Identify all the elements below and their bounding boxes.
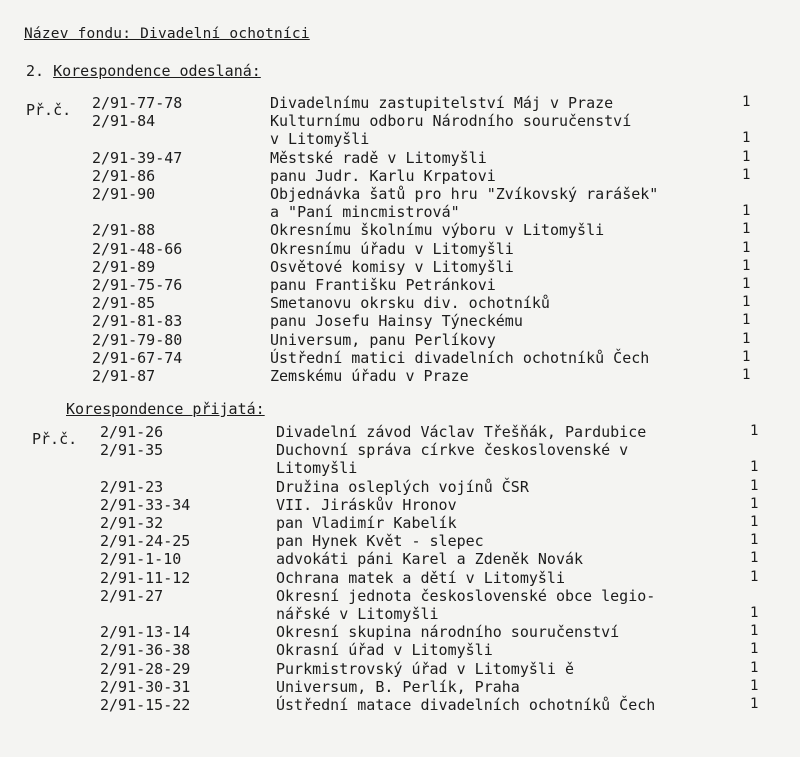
entry-ref: 2/91-87 <box>92 367 156 385</box>
entry-text: Divadelnímu zastupitelství Máj v Praze <box>270 94 614 112</box>
entry-count: 1 <box>750 495 759 512</box>
entry-count: 1 <box>750 477 759 494</box>
entry-ref: 2/91-48-66 <box>92 239 183 258</box>
entry-text: Objednávka šatů pro hru "Zvíkovský rarášek" <box>270 185 659 203</box>
entry-text: Universum, B. Perlík, Praha <box>276 677 520 696</box>
section-number: 2. <box>26 62 45 80</box>
entry-ref: 2/91-85 <box>92 294 156 313</box>
entry-ref: 2/91-33-34 <box>100 495 191 514</box>
entry-text: Universum, panu Perlíkovy <box>270 330 496 349</box>
entry-text: Okresní skupina národního souručenství <box>276 623 620 642</box>
entry-ref: 2/91-30-31 <box>100 677 191 696</box>
entry-text: panu Josefu Hainsy Týneckému <box>270 312 523 331</box>
entry-ref: 2/91-67-74 <box>92 348 183 367</box>
fond-title: Název fondu: Divadelní ochotníci <box>24 26 310 42</box>
entry-ref: 2/91-11-12 <box>100 568 191 587</box>
entry-text: a "Paní mincmistrová" <box>270 203 460 222</box>
entry-ref: 2/91-77-78 <box>92 94 183 112</box>
entry-ref: 2/91-27 <box>100 586 164 605</box>
entry-count: 1 <box>742 348 751 365</box>
entry-count: 1 <box>742 221 751 238</box>
entry-count: 1 <box>742 130 751 147</box>
section-received-title: Korespondence přijatá: <box>66 400 265 418</box>
entry-text: pan Hynek Květ - slepec <box>276 532 484 551</box>
entry-count: 1 <box>742 330 751 347</box>
entry-ref: 2/91-84 <box>92 112 156 131</box>
entry-text: Duchovní správa církve československé v <box>276 441 629 460</box>
entry-ref: 2/91-88 <box>92 221 156 240</box>
entry-text: nářské v Litomyšli <box>276 605 439 623</box>
entry-count: 1 <box>750 459 759 476</box>
entry-ref: 2/91-39-47 <box>92 148 183 167</box>
section-sent-title: Korespondence odeslaná: <box>53 62 261 80</box>
entry-count: 1 <box>742 94 751 110</box>
entry-count: 1 <box>750 677 759 694</box>
entry-count: 1 <box>750 659 759 676</box>
entry-ref: 2/91-90 <box>92 185 156 203</box>
entry-count: 1 <box>750 641 759 658</box>
entry-ref: 2/91-13-14 <box>100 623 191 642</box>
entry-ref: 2/91-81-83 <box>92 312 183 331</box>
entry-ref: 2/91-15-22 <box>100 696 191 714</box>
entry-count: 1 <box>742 239 751 256</box>
prefix-sent: Př.č. <box>26 101 72 119</box>
entry-text: VII. Jiráskův Hronov <box>276 495 457 514</box>
entry-ref: 2/91-89 <box>92 257 156 276</box>
entry-text: advokáti páni Karel a Zdeněk Novák <box>276 550 584 569</box>
entry-text: v Litomyšli <box>270 130 370 149</box>
entry-count: 1 <box>742 294 751 311</box>
entry-ref: 2/91-26 <box>100 423 164 441</box>
entry-count: 1 <box>750 696 759 712</box>
entry-text: Okrasní úřad v Litomyšli <box>276 641 493 660</box>
entry-ref: 2/91-1-10 <box>100 550 182 569</box>
entry-text: panu Judr. Karlu Krpatovi <box>270 166 496 185</box>
entry-text: Purkmistrovský úřad v Litomyšli ě <box>276 659 575 678</box>
entry-count: 1 <box>750 514 759 530</box>
entry-text: Okresnímu školnímu výboru v Litomyšli <box>270 221 605 240</box>
entry-ref: 2/91-24-25 <box>100 532 191 551</box>
entry-ref: 2/91-75-76 <box>92 276 183 294</box>
entry-text: Litomyšli <box>276 459 358 478</box>
entry-ref: 2/91-23 <box>100 477 164 496</box>
entry-text: Městské radě v Litomyšli <box>270 148 487 167</box>
entry-count: 1 <box>742 312 751 329</box>
entry-text: Ústřední matici divadelních ochotníků Čech <box>270 348 650 367</box>
entry-text: Ochrana matek a dětí v Litomyšli <box>276 568 565 587</box>
entry-count: 1 <box>750 532 759 549</box>
entry-text: Smetanovu okrsku div. ochotníků <box>270 294 550 313</box>
entry-count: 1 <box>750 550 759 567</box>
entry-text: Osvětové komisy v Litomyšli <box>270 257 514 276</box>
entry-count: 1 <box>742 148 751 165</box>
entry-text: Zemskému úřadu v Praze <box>270 367 469 385</box>
entry-text: Kulturnímu odboru Národního souručenství <box>270 112 632 131</box>
entry-count: 1 <box>750 568 759 585</box>
entry-ref: 2/91-36-38 <box>100 641 191 660</box>
entry-ref: 2/91-32 <box>100 514 164 532</box>
entry-text: Družina osleplých vojínů ČSR <box>276 477 529 496</box>
prefix-received: Př.č. <box>32 430 78 448</box>
section-sent-heading <box>26 62 261 80</box>
entry-count: 1 <box>750 623 759 640</box>
entry-count: 1 <box>742 166 751 183</box>
entry-text: Okresnímu úřadu v Litomyšli <box>270 239 514 258</box>
entry-count: 1 <box>742 367 751 383</box>
entry-ref: 2/91-86 <box>92 166 156 185</box>
entry-count: 1 <box>742 257 751 274</box>
entry-text: Ústřední matace divadelních ochotníků Čech <box>276 696 656 714</box>
entry-ref: 2/91-28-29 <box>100 659 191 678</box>
entry-text: panu Františku Petránkovi <box>270 276 496 294</box>
entry-count: 1 <box>750 423 759 439</box>
entry-ref: 2/91-35 <box>100 441 164 460</box>
entry-count: 1 <box>750 605 759 621</box>
entry-text: Divadelní závod Václav Třešňák, Pardubice <box>276 423 647 441</box>
entry-count: 1 <box>742 203 751 220</box>
entry-text: pan Vladimír Kabelík <box>276 514 457 532</box>
entry-count: 1 <box>742 276 751 292</box>
entry-ref: 2/91-79-80 <box>92 330 183 349</box>
entry-text: Okresní jednota československé obce legio- <box>276 586 656 605</box>
